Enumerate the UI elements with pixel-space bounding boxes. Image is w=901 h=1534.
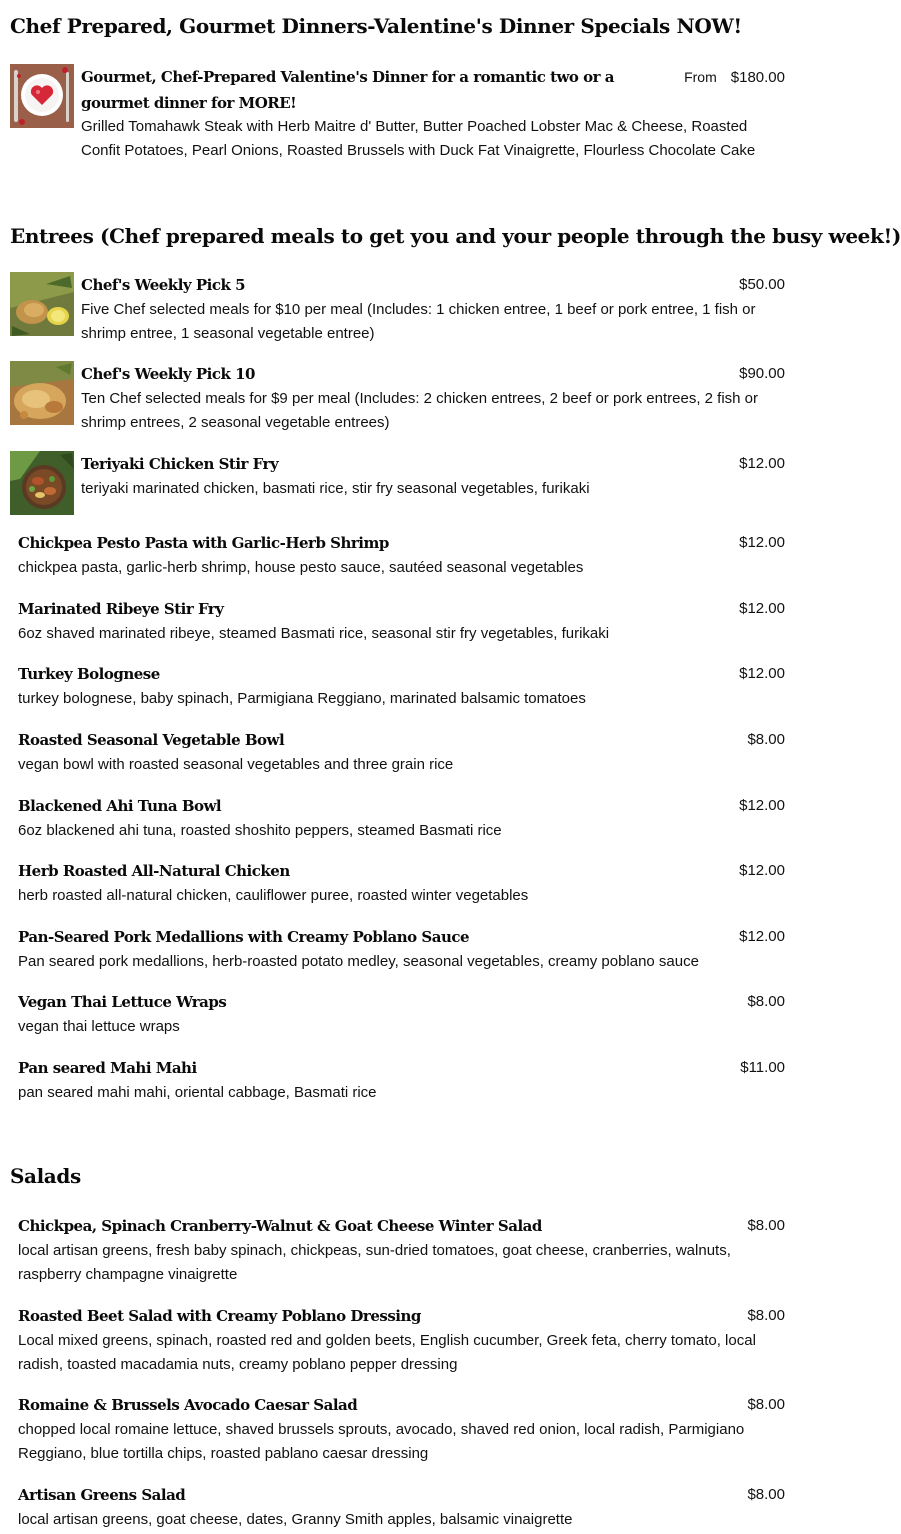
menu-item-name[interactable]: Blackened Ahi Tuna Bowl — [18, 797, 222, 815]
menu-item-name[interactable]: Romaine & Brussels Avocado Caesar Salad — [18, 1396, 358, 1414]
menu-item-description: teriyaki marinated chicken, basmati rice, stir fry seasonal vegetables, furikaki — [81, 480, 590, 497]
menu-item-price: $50.00 — [739, 276, 785, 293]
menu-item-name[interactable]: Teriyaki Chicken Stir Fry — [81, 455, 279, 473]
price-prefix: From — [684, 69, 717, 85]
menu-item-description: vegan thai lettuce wraps — [18, 1018, 180, 1035]
menu-item-name[interactable]: Pan seared Mahi Mahi — [18, 1059, 197, 1077]
menu-item-name[interactable]: Roasted Beet Salad with Creamy Poblano Dressing — [18, 1307, 421, 1325]
stir-fry-bowl-photo[interactable] — [10, 451, 74, 515]
menu-item-price: $12.00 — [739, 600, 785, 617]
menu-item-name[interactable]: Vegan Thai Lettuce Wraps — [18, 993, 227, 1011]
menu-item-name[interactable]: Chickpea Pesto Pasta with Garlic-Herb Shrimp — [18, 534, 389, 552]
menu-item-price: $12.00 — [739, 534, 785, 551]
menu-item-name[interactable]: Herb Roasted All-Natural Chicken — [18, 862, 290, 880]
menu-item-price: $8.00 — [747, 1486, 785, 1503]
section-title-salads: Salads — [10, 1164, 81, 1188]
menu-item-name[interactable]: Pan-Seared Pork Medallions with Creamy Poblano Sauce — [18, 928, 470, 946]
menu-item-price: $12.00 — [739, 797, 785, 814]
menu-item-price: $12.00 — [739, 928, 785, 945]
section-title-entrees: Entrees (Chef prepared meals to get you and your people through the busy week!) — [10, 224, 901, 248]
menu-item-price: $8.00 — [747, 731, 785, 748]
valentine-heart-plate-icon[interactable] — [10, 64, 74, 128]
menu-item-description: Pan seared pork medallions, herb-roasted potato medley, seasonal vegetables, creamy poblano sauce — [18, 953, 699, 970]
menu-item-description: 6oz blackened ahi tuna, roasted shoshito peppers, steamed Basmati rice — [18, 822, 502, 839]
menu-item-name[interactable]: Chef's Weekly Pick 10 — [81, 365, 255, 383]
menu-item-price: $8.00 — [747, 1396, 785, 1413]
menu-item-description: pan seared mahi mahi, oriental cabbage, Basmati rice — [18, 1084, 377, 1101]
menu-item-price: $11.00 — [740, 1059, 785, 1076]
menu-item-description: vegan bowl with roasted seasonal vegetables and three grain rice — [18, 756, 454, 773]
menu-item-price: $8.00 — [747, 1307, 785, 1324]
menu-item-description: chopped local romaine lettuce, shaved brussels sprouts, avocado, shaved red onion, local radish, Parmigiano Reggiano, blue tortilla chips, roasted pablano caesar dressing — [18, 1421, 745, 1462]
menu-item-price: $12.00 — [739, 665, 785, 682]
menu-item-name[interactable]: Gourmet, Chef-Prepared Valentine's Dinner for a romantic two or a gourmet dinner for MORE! — [81, 68, 615, 112]
menu-item-description: Grilled Tomahawk Steak with Herb Maitre d' Butter, Butter Poached Lobster Mac & Cheese, Roasted Confit Potatoes, Pearl Onions, Roasted Brussels with Duck Fat Vinaigrette, Flourless Chocolate Cake — [81, 118, 756, 159]
menu-item-name[interactable]: Turkey Bolognese — [18, 665, 160, 683]
menu-item-name[interactable]: Artisan Greens Salad — [18, 1486, 186, 1504]
menu-item-description: turkey bolognese, baby spinach, Parmigiana Reggiano, marinated balsamic tomatoes — [18, 690, 586, 707]
menu-item-price: $8.00 — [747, 1217, 785, 1234]
menu-item-price — [684, 64, 785, 91]
menu-item-name[interactable]: Roasted Seasonal Vegetable Bowl — [18, 731, 285, 749]
menu-item-price: $8.00 — [747, 993, 785, 1010]
menu-item-description: local artisan greens, fresh baby spinach, chickpeas, sun-dried tomatoes, goat cheese, cranberries, walnuts, raspberry champagne vinaigrette — [18, 1242, 731, 1283]
menu-item-description: herb roasted all-natural chicken, cauliflower puree, roasted winter vegetables — [18, 887, 529, 904]
menu-item-description: chickpea pasta, garlic-herb shrimp, house pesto sauce, sautéed seasonal vegetables — [18, 559, 584, 576]
menu-item-description: local artisan greens, goat cheese, dates, Granny Smith apples, balsamic vinaigrette — [18, 1511, 573, 1528]
section-title-valentines: Chef Prepared, Gourmet Dinners-Valentine's Dinner Specials NOW! — [10, 14, 742, 38]
menu-item-price: $12.00 — [739, 862, 785, 879]
menu-item-price: $12.00 — [739, 455, 785, 472]
menu-item-name[interactable]: Chef's Weekly Pick 5 — [81, 276, 246, 294]
menu-item-description: Local mixed greens, spinach, roasted red and golden beets, English cucumber, Greek feta, cherry tomato, local radish, toasted macadamia nuts, creamy poblano pepper dressing — [18, 1332, 756, 1373]
menu-item-name[interactable]: Marinated Ribeye Stir Fry — [18, 600, 224, 618]
menu-item-name[interactable]: Chickpea, Spinach Cranberry-Walnut & Goat Cheese Winter Salad — [18, 1217, 542, 1235]
menu-item-description: Five Chef selected meals for $10 per meal (Includes: 1 chicken entree, 1 beef or pork entree, 1 fish or shrimp entree, 1 seasonal vegetable entree) — [81, 301, 756, 342]
menu-item-description: Ten Chef selected meals for $9 per meal (Includes: 2 chicken entrees, 2 beef or pork entrees, 2 fish or shrimp entrees, 2 seasonal vegetable entrees) — [81, 390, 759, 431]
menu-item-price: $90.00 — [739, 365, 785, 382]
price-value: $180.00 — [730, 69, 785, 86]
menu-item-description: 6oz shaved marinated ribeye, steamed Basmati rice, seasonal stir fry vegetables, furikaki — [18, 625, 610, 642]
grilled-chicken-lemon-photo[interactable] — [10, 272, 74, 336]
roasted-dish-photo[interactable] — [10, 361, 74, 425]
